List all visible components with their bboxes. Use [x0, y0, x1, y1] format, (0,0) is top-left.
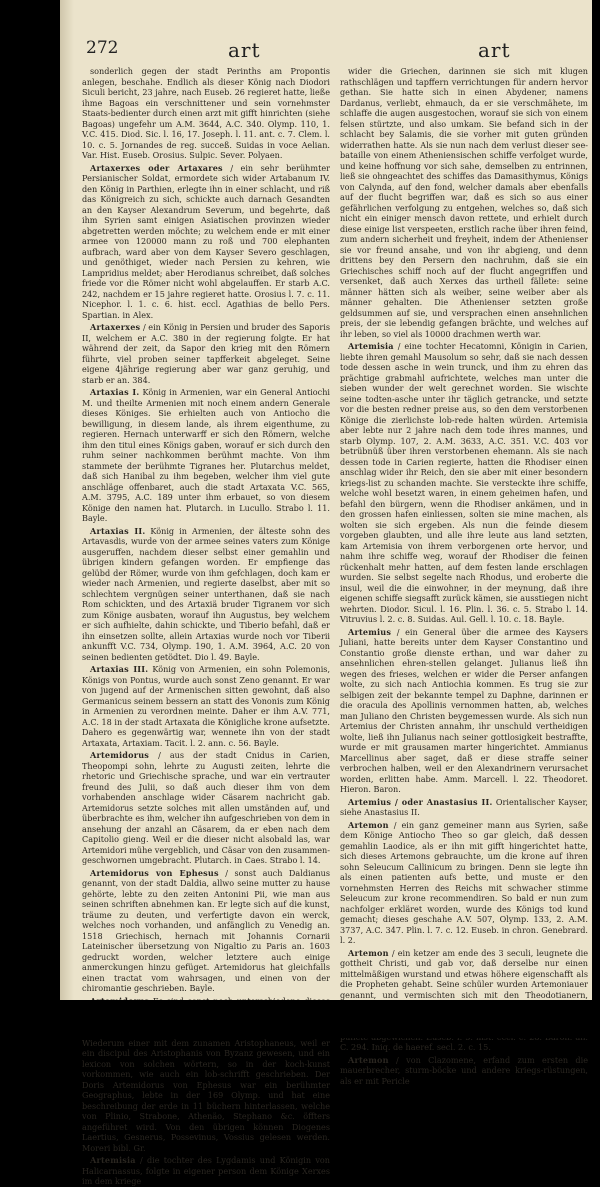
entry: [82, 387, 330, 524]
entry: [82, 163, 330, 321]
entry-headword: Artaxias II.: [90, 525, 146, 536]
entry-text: / ein ketzer am ende des 3 seculi, leugnete die gottheit Christi, und gab vor, daß derselbe nur einen mittelmäßigen wurstand und etwas höhere eigenschafft als die Propheten gehabt. Seine schüler wurden Artemoniauer genannt, und vermischten sich mit den Theodotianern, C. 294. Iniq. de haeref. secl. 2. c. 15.: [340, 947, 588, 1052]
entry: [340, 66, 588, 339]
entry-text: / die tochter des Lygdamis und Königin von Halicarnassus, folgte in eigener person dem Könige Xerxes im dem kriege: [82, 1155, 330, 1186]
page-header: [78, 38, 584, 62]
entry-text: / aus der stadt Cnidus in Carien, Theopompi sohn, lehrte zu Augusti zeiten, lehrte die rhetoric und Griechische sprache, und war ein vertrauter freund des Julii, so daß auch dieser ihm von dem vorhabenden anschlage wider Cäsarem nachricht gab. Artemidorus setzte solches mit allen umständen auf, und überbrachte es ihm, welcher ihn aufgeschrieben von dem in ansehung der anzahl an Cäsarem, da er eben nach dem Capitolio gieng. Weil er die dieser nicht alsobald las, war Artemidori mühe vergeblich, und Cäsar von den zusammen-geschwornen umgebracht. Plutarch. in Caes. Strabo l. 14.: [82, 750, 330, 865]
entry: [340, 1055, 588, 1087]
entry: [340, 820, 588, 946]
entry: [82, 322, 330, 385]
entry-headword: Artemisia: [90, 1155, 136, 1165]
entry-text: / von Clazomene, erfand zum ersten die mauerbrecher, sturm-böcke und andere kriegs-rüstungen, als er mit Pericle: [340, 1054, 588, 1086]
entry-text: Wiederum einer mit dem zunamen Aristophaneus, weil er ein discipul des Aristophanis von Byzanz gewesen, und ein lexicon von solchen wörtern, so in der koch-kunst vorkommen, wie auch ein lob-schrifft geschrieben. Der Doris Artemidorus von Ephesus war ein berühmter Geographus, lebte in der 169 Olymp. und hat eine beschreibung der erde in 11 büchern hinterlassen, welche von Plinio, Strabone, Athenäo, Stephano &c. öffters angeführet wird. Von den übrigen können Diogenes Laertius, Gesnerus, Possevinus, Vossius gelesen werden. Moreri bibl. Gr.: [82, 1037, 330, 1153]
entry-text: König in Armenien, der älteste sohn des Artavasdis, wurde von der armee seines vaters zum Könige ausgeruffen, nachdem dieser selbst einer gemahlin und übrigen kindern gefangen worden. Er empfienge das gelübd der Römer, wurde von ihm gefchlagen, doch kam er wieder nach Armenien, und regierte daselbst, aber mit so schlechtem vergnügen seiner unterthanen, daß sie nach Rom schickten, und des Artaxiä bruder Tigranem vor sich zum Könige ausbaten, worauf ihn Augustus, bey welchem er sich aufhielte, dahin schickte, und Tiberio befahl, daß er ihn einsetzen sollte, allein Artaxias wurde noch vor Tiberii ankunfft V.C. 734, Olymp. 190, 1. A.M. 3964, A.C. 20 von seinen bedienten getödtet. Dio l. 49. Bayle.: [82, 525, 330, 662]
entry-headword: Artemisia: [348, 341, 394, 351]
page-number: 272: [86, 38, 119, 58]
entry-headword: Artemon: [348, 947, 389, 958]
entry-text: König von Armenien, ein sohn Polemonis, Königs von Pontus, wurde auch sonst Zeno genannt. Er war von jugend auf der Armenischen sitten gewohnt, daß also Germanicus seinem bessern an statt des Vononis zum König in Armenien zu verordnen meinte. Daher er ihm A.V. 771, A.C. 18 in der stadt Artaxata die Königliche krone aufsetzte. Dahero es gegenwärtig war, wennete ihn von der stadt Artaxata, Artaxiam. Tacit. l. 2. ann. c. 56. Bayle.: [82, 664, 331, 748]
entry: [82, 750, 330, 866]
entry: [82, 868, 330, 994]
entry: [82, 664, 330, 748]
left-column: [82, 66, 331, 1186]
entry: [82, 66, 330, 161]
entry-headword: Artemon: [348, 1054, 389, 1065]
entry-text: Orientalischer Kayser, siehe Anastasius II.: [340, 796, 589, 817]
entry-text: / ein sehr berühmter Persianischer Soldat, ermordete sich wider Artabanum IV. den König in Parthien, erlegte ihn in einer schlacht, und riß das Königreich zu sich, schickte auch darnach Gesandten an den Kayser Alexandrum Severum, und begehrte, daß ihm Syrien samt einigen Asiatischen provinzen wieder abgetretten werden möchte; zu welchem ende er mit einer armee von 120000 mann zu roß und 700 elephanten aufbrach, ward aber von dem Kayser Severo geschlagen, und genöthiget, wieder nach Persien zu kehren, wie Lampridius meldet; aber Herodianus schreibet, daß solches friede vor die Römer nicht wohl abgelauffen. Er starb A.C. 242, nachdem er 15 jahre regieret hatte. Orosius l. 7. c. 11. Nicephor. l. 1. c. 6. hist. eccl. Agathias de bello Pers. Spartian. in Alex.: [82, 162, 330, 320]
entry-text: / eine tochter Hecatomni, Königin in Carien, liebte ihren gemahl Mausolum so sehr, daß sie nach dessen tode dessen asche in wein trunck, und ihm zu ehren das prächtige grabmahl aufrichtete, welches man unter die sieben wunder der welt gerechnet worden. Sie wischte seine todten-asche unter ihr täglich getrancke, und setzte vor die besten redner preise aus, so den dem verstorbenen Könige die zierlichste lob-rede halten würden. Artemisia aber lebte nur 2 jahre nach dem tode ihres mannes, und starb Olymp. 107, 2. A.M. 3633, A.C. 351. V.C. 403 vor betrübnüß über ihren verstorbenen ehemann. Als sie nach dessen tode in Carien regierte, hatten die Rhodiser einen anschlag wider ihr Reich, den sie aber mit einer besondern kriegs-list zu schanden machte. Sie versteckte ihre schiffe, welche wohl besetzt waren, in einem geheimen hafen, und befahl den bürgern, wenn die Rhodiser ankämen, und in den grossen hafen einliessen, solten sie mine machen, als wolten sie sich ergeben. Als nun die feinde diesem vorgeben glaubten, und alle ihre leute aus land setzten, kam Artemisia von ihrem verborgenen orte hervor, und nahm ihre schiffe weg, worauf der Rhodiser die feinen rückenhalt mehr hatten, auf dem festen lande erschlagen wurden. Sie selbst segelte nach Rhodus, und eroberte die insul, weil die die einwohner, in der meynung, daß ihre eigenen schiffe siegsafft zurück kämen, sie ausstiegen nicht wehrten. Diodor. Sicul. l. 16. Plin. l. 36. c. 5. Strabo l. 14. Vitruvius l. 2. c. 8. Suidas. Aul. Gell. l. 10. c. 18. Bayle.: [340, 341, 588, 624]
running-head-right: art: [478, 38, 511, 62]
entry-text: / sonst auch Daldianus genannt, von der stadt Daldia, allwo seine mutter zu hause gehörte, lebte zu den zeiten Antonini Pii, wie man aus seinen schriften abnehmen kan. Er legte sich auf die kunst, träume zu deuten, und verfertigte davon ein werck, welches noch vorhanden, und anfänglich zu Venedig an. 1518 Griechisch, hernach mit Johannis Cornarii Lateinischer übersetzung von Nigaltio zu Paris an. 1603 gedruckt worden, welcher letztere auch einige anmerckungen hinzu gefüget. Artemidorus hat gleichfalls einen tractat vom wahrsagen, und einen von der chiromantie geschrieben. Bayle.: [82, 867, 330, 993]
entry-headword: Artaxerxes oder Artaxares: [90, 162, 223, 173]
entry-headword: Artemidorus von Ephesus: [90, 867, 219, 878]
entry-headword: Artemius / oder Anastasius II.: [348, 796, 493, 807]
entry-text: König in Armenien, war ein General Antiochi M. und theilte Armenien mit noch einem andern Generale dieses Königes. Sie erhielten auch von Antiocho die bewilligung, in diesem lande, als ihrem eigenthume, zu regieren. Hernach unterwarff er sich den Römern, welche ihm den titul eines Königs gaben, worauf er sich durch den ruhm seiner nachkommen berühmt machte. Von ihm stammete der berühmte Tigranes her. Plutarchus meldet, daß sich Hanibal zu ihm begeben, welcher ihm viel gute anschläge offenbaret, auch die stadt Artaxata V.C. 565, A.M. 3795, A.C. 189 unter ihm erbauet, so von diesem Könige den namen hat. Plutarch. in Lucullo. Strabo l. 11. Bayle.: [82, 387, 331, 523]
running-head-left: art: [228, 38, 261, 62]
entry-text: / ein ganz gemeiner mann aus Syrien, saße dem Könige Antiocho Theo so gar gleich, daß dessen gemahlin Laodice, als er ihn mit gifft hingerichtet hatte, sich dieses Artemons gebrauchte, um die krone auf ihren sohn Seleucum Callinicum zu bringen. Denn sie legte ihn als einen patienten aufs bette, und muste er den vornehmsten Herren des Reichs mit schwacher stimme Seleucum zur krone recommendiren. So bald er nun zum nachfolger erkläret worden, wurde des Königs tod kund gemacht; dieses geschahe A.V. 507, Olymp. 133, 2. A.M. 3737, A.C. 347. Plin. l. 7. c. 12. Euseb. in chron. Genebrard. l. 2.: [340, 819, 588, 945]
right-column: [340, 66, 589, 1086]
entry-headword: Artaxerxes: [90, 322, 141, 332]
book-page: [60, 0, 592, 1186]
entry-headword: Artaxias III.: [90, 664, 149, 674]
entry-text: / ein König in Persien und bruder des Saporis II, welchem er A.C. 380 in der regierung folgte. Er hat während der zeit, da Sapor den krieg mit den Römern führte, viel proben seiner tapfferkeit abgeleget. Seine eigene 4jährige regierung aber war ganz geruhig, und starb er an. 384.: [82, 322, 330, 385]
entry-text: sonderlich gegen der stadt Perinths am Propontis anlegen, beschahe. Endlich als dieser König nach Diodori Siculi bericht, 23 jahre, nach Euseb. 26 regieret hatte, ließe ihme Bagoas ein verschnittener und sein vornehmster Staats-bedienter durch einen arzt mit gifft hinrichten (siehe Bagoas) ungefehr um A.M. 3644, A.C. 340. Olymp. 110, 1. V.C. 415. Diod. Sic. l. 16, 17. Joseph. l. 11. ant. c. 7. Clem. l. 10. c. 5. Jornandes de reg. succeß. Suidas in voce Aelian. Var. Hist. Euseb. Orosius. Sulpic. Sever. Polyaen.: [82, 66, 330, 160]
entry-text: / ein General über die armee des Kaysers Juliani, hatte bereits unter dem Kayser Constantino und Constantio große dienste erthan, und war daher zu ansehnlichen ehren-stellen gelanget. Julianus ließ ihn wegen des frieses, welchen er wider die Perser anfangen wolte, zu sich nach Antiochia kommen. Es trug sie zur selbigen zeit der bekannte tempel zu Daphne, darinnen er die oracula des Apollinis vernommen hatten, ab, welches man Juliano den Christen beygemessen wurde. Als sich nun Artemius der Christen annahm, ihr unschuld vertheidigen wolte, ließ ihn Julianus nach seiner gottlosigkeit bestraffte, wurde er mit grausamen marter hingerichtet. Ammianus Marcellinus aber saget, daß er diese straffe seiner verbrochen halben, weil er den Alexandrinern verursachet worden, erlitten habe. Amm. Marcell. l. 22. Theodoret. Hieron. Baron.: [340, 626, 589, 794]
entry-headword: Artemon: [348, 819, 389, 830]
entry-text: wider die Griechen, darinnen sie sich mit klugen rathschlägen und tapffern verrichtungen für andern hervor gethan. Sie hatte sich in einen Abydener, namens Dardanus, verliebt, ehmauch, da er sie verschmähete, im schlaffe die augen ausgestochen, worauf sie sich von einem felsen stürtzte, und also umkam. Sie befand sich in der schlacht bey Salamis, die sie vorher mit guten gründen widerrathen hatte. Als sie nun nach dem verlust dieser see-bataille von einem Atheniensischen schiffe verfolget wurde, und keine hoffnung vor sich sahe, demselben zu entrinnen, ließ sie ohngeachtet des schiffes das Damasithymus, Königs von Calynda, auf den fond, welcher damals aber ebenfalls auf der flucht begriffen war, daß es sich so aus einer gefährlichen verfolgung zu entgehen, welches so, daß sich nicht ein einiger mensch davon rettete, und erhielt durch diese einige list verspeeten, erstlich rache über ihren feind, zum andern sicherheit und freyheit, indem der Athenienser sie vor freund ansahe, und von ihr abgieng, und denn drittens bey den Persern den nachruhm, daß sie ein Griechisches schiff noch auf der flucht angegriffen und versenket, daß auch Xerxes das urtheil fällete: seine männer hätten sich als weiber, seine weiber aber als männer gehalten. Die Athenienser setzten große geldsummen auf sie, und versprachen einen ansehnlichen preis, der sie lebendig gefangen brächte, und welches auf ihr leben, so viel als 10000 drachmen werth war.: [340, 66, 588, 339]
scan-border: [0, 1000, 600, 1038]
entry: [82, 526, 330, 663]
entry: [340, 627, 588, 795]
entry-headword: Artaxias I.: [90, 387, 140, 397]
entry: [340, 341, 588, 625]
entry: [82, 1155, 330, 1187]
entry: [340, 797, 588, 818]
entry-headword: Artemius: [348, 626, 392, 637]
entry-headword: Artemidorus: [90, 750, 150, 760]
